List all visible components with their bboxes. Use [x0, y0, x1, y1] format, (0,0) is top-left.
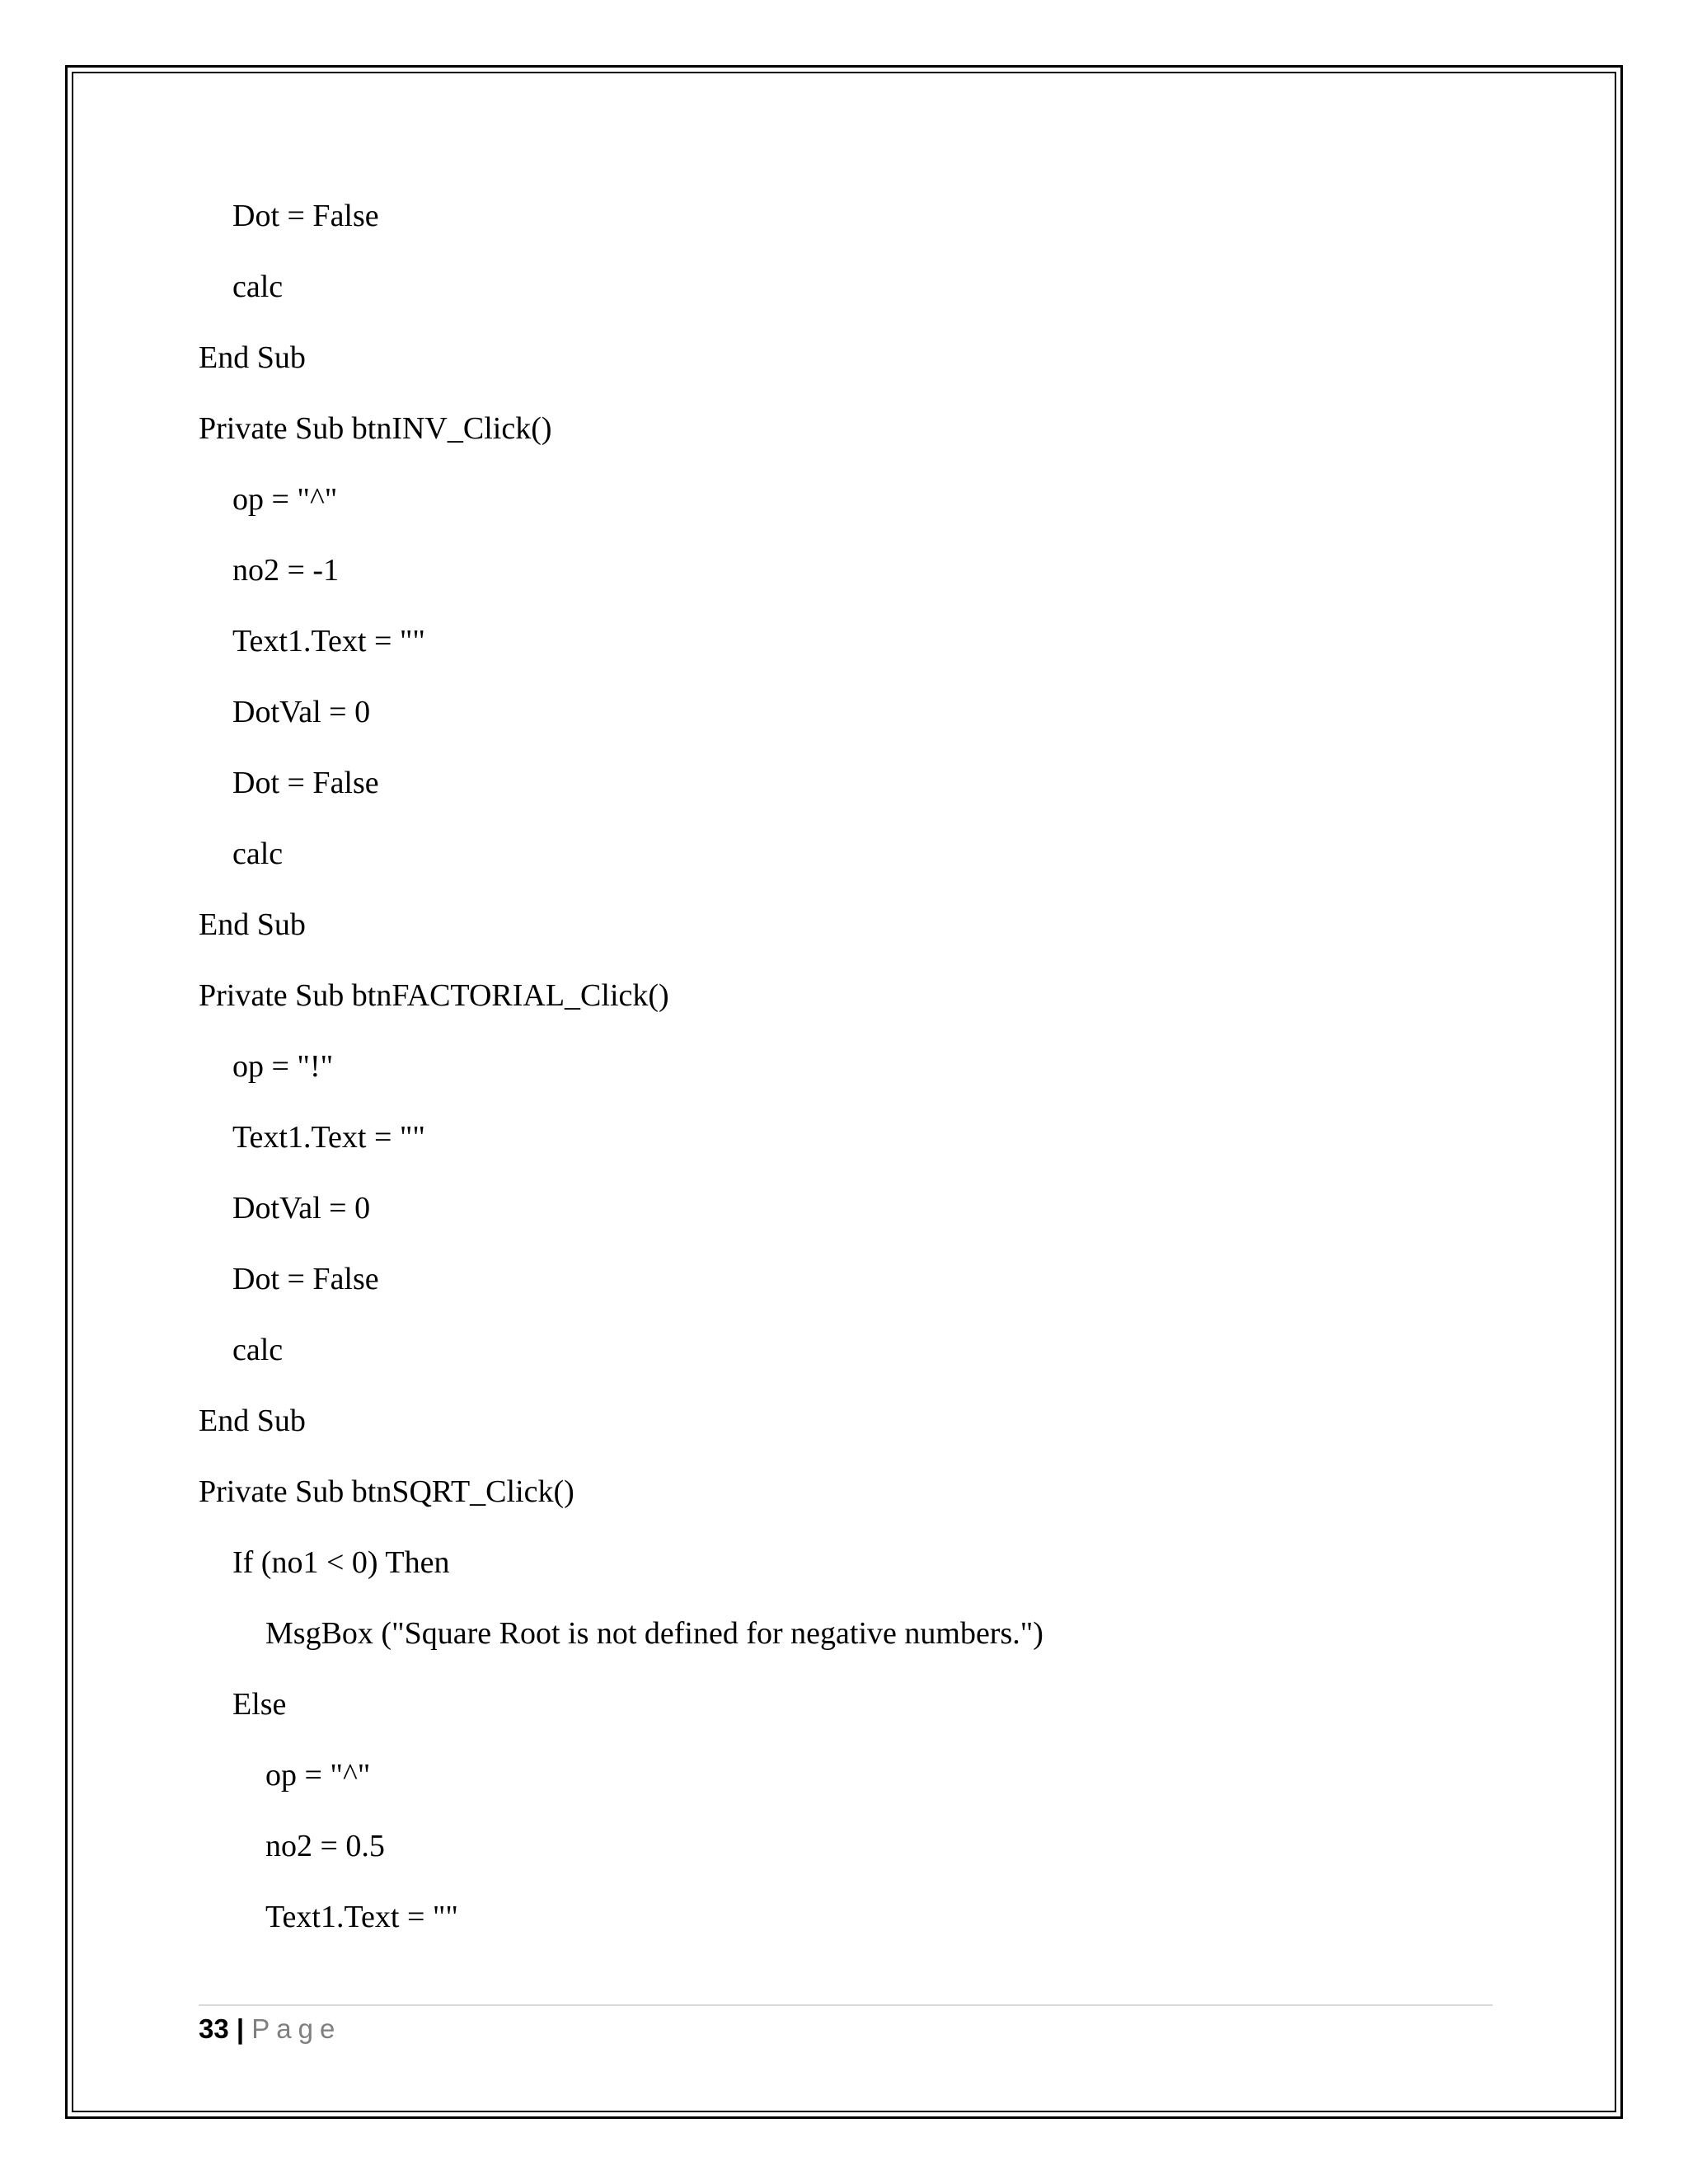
- code-line: calc: [232, 1333, 284, 1367]
- code-line: End Sub: [199, 340, 306, 375]
- code-line: Dot = False: [232, 766, 379, 800]
- code-line: op = "^": [232, 482, 338, 517]
- code-line: Text1.Text = "": [232, 1120, 425, 1155]
- code-line: calc: [232, 269, 284, 304]
- code-line: no2 = -1: [232, 553, 340, 588]
- page-number: 33: [199, 2013, 229, 2044]
- code-line: MsgBox ("Square Root is not defined for negative numbers."): [265, 1616, 1043, 1651]
- code-line: Private Sub btnSQRT_Click(): [199, 1474, 574, 1509]
- footer-separator: |: [236, 2013, 245, 2044]
- footer-divider: [199, 2004, 1493, 2006]
- code-line: Dot = False: [232, 199, 379, 233]
- code-line: calc: [232, 837, 284, 871]
- code-line: Dot = False: [232, 1262, 379, 1296]
- page-border-inner: [72, 72, 1616, 2112]
- code-line: DotVal = 0: [232, 1191, 371, 1226]
- code-line: Else: [232, 1687, 287, 1722]
- code-line: Text1.Text = "": [265, 1900, 458, 1934]
- code-line: DotVal = 0: [232, 695, 371, 729]
- code-line: Private Sub btnFACTORIAL_Click(): [199, 978, 669, 1013]
- code-line: Private Sub btnINV_Click(): [199, 411, 552, 446]
- page-label: Page: [251, 2013, 342, 2044]
- page-footer: [199, 2011, 341, 2047]
- code-line: End Sub: [199, 907, 306, 942]
- code-line: op = "^": [265, 1758, 371, 1793]
- code-line: no2 = 0.5: [265, 1829, 385, 1863]
- code-line: If (no1 < 0) Then: [232, 1545, 450, 1580]
- code-line: op = "!": [232, 1049, 334, 1084]
- code-line: End Sub: [199, 1404, 306, 1438]
- code-line: Text1.Text = "": [232, 624, 425, 658]
